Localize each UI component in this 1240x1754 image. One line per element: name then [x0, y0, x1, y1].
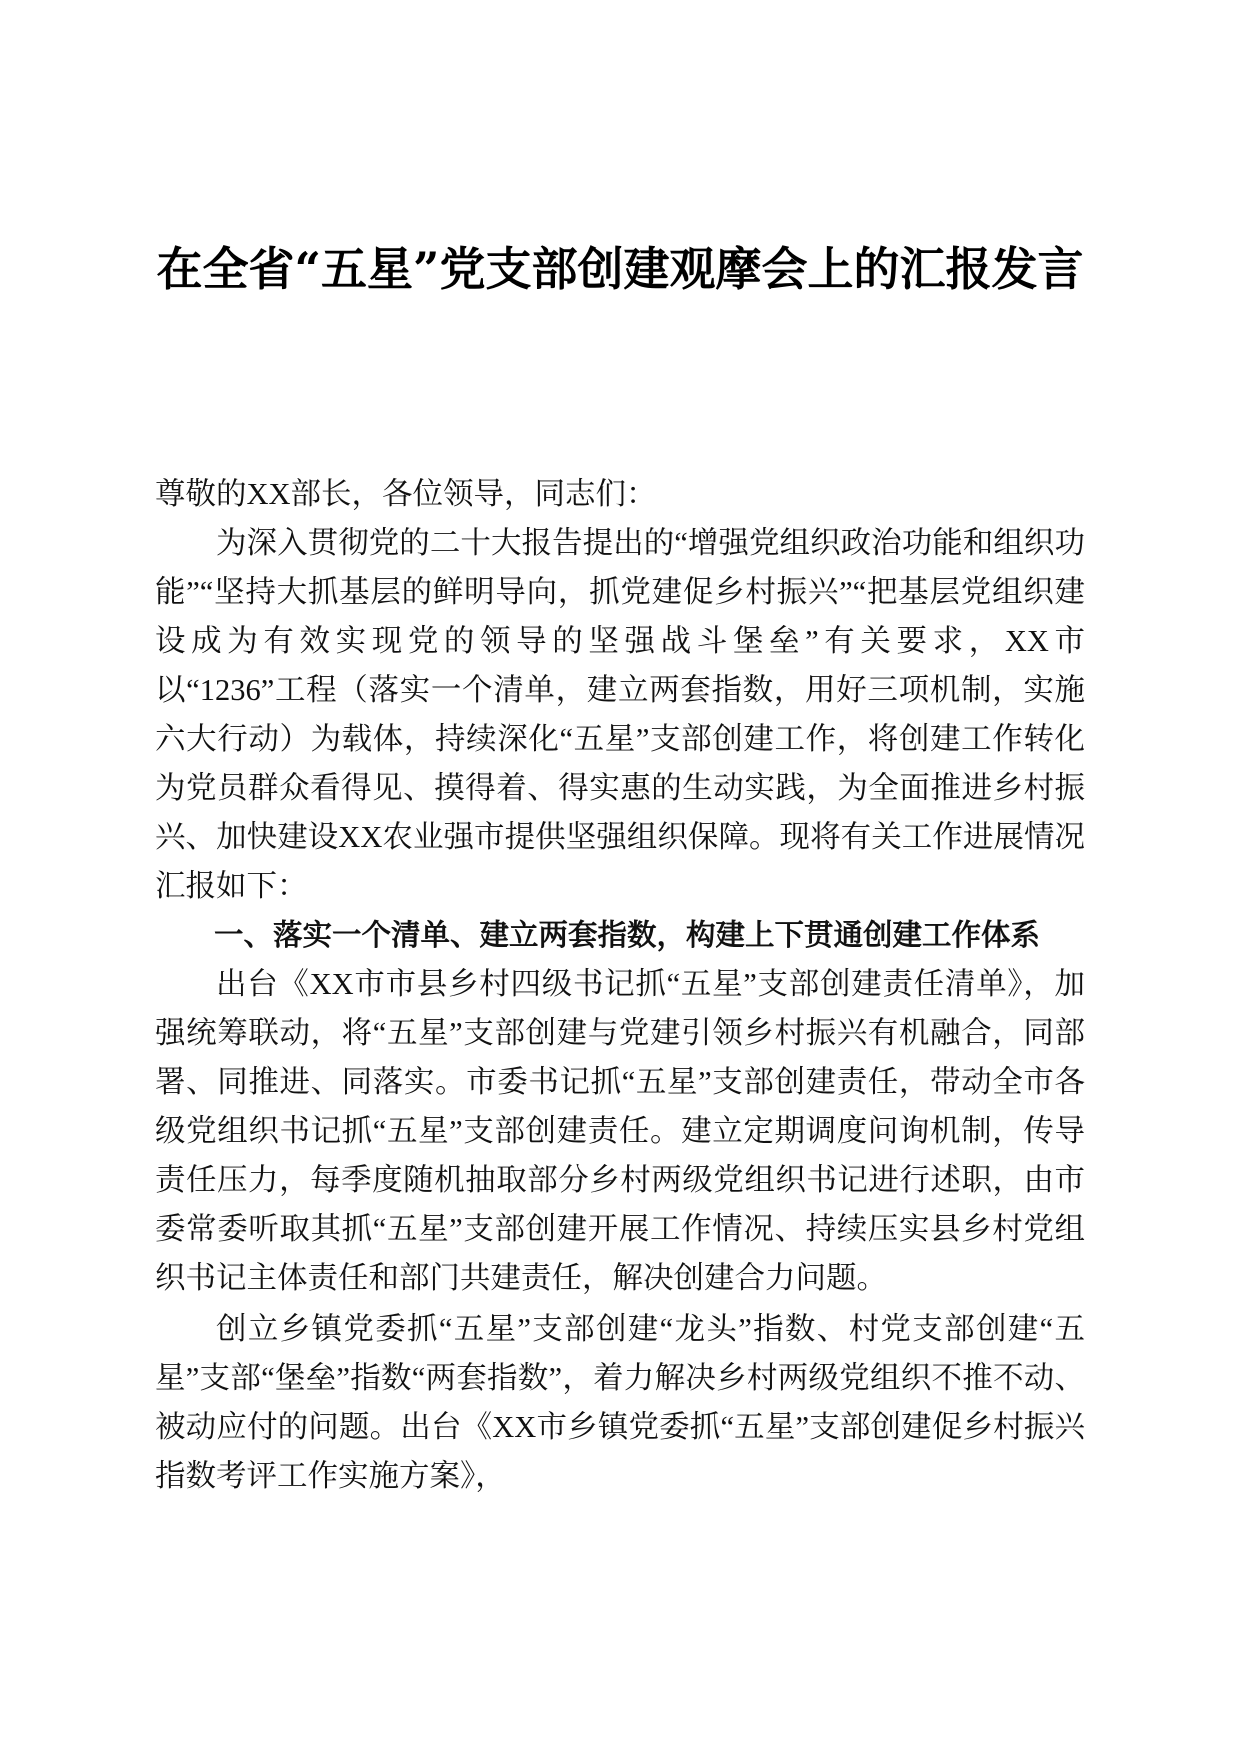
document-title: 在全省“五星”党支部创建观摩会上的汇报发言 — [156, 242, 1084, 296]
salutation: 尊敬的XX部长，各位领导，同志们： — [155, 477, 657, 511]
section1-paragraph-2: 创立乡镇党委抓“五星”支部创建“龙头”指数、村党支部创建“五星”支部“堡垒”指数“两套指数”，着力解决乡村两级党组织不推不动、被动应付的问题。出台《XX市乡镇党委抓“五星”支部创建促乡村振兴指数考评工作实施方案》， — [155, 1312, 1085, 1493]
section1-paragraph-1: 出台《XX市市县乡村四级书记抓“五星”支部创建责任清单》，加强统筹联动，将“五星”支部创建与党建引领乡村振兴有机融合，同部署、同推进、同落实。市委书记抓“五星”支部创建责任，带动全市各级党组织书记抓“五星”支部创建责任。建立定期调度问询机制，传导责任压力，每季度随机抽取部分乡村两级党组织书记进行述职，由市委常委听取其抓“五星”支部创建开展工作情况、持续压实县乡村党组织书记主体责任和部门共建责任，解决创建合力问题。 — [155, 967, 1085, 1295]
document-body — [155, 470, 1085, 1501]
intro-paragraph: 为深入贯彻党的二十大报告提出的“增强党组织政治功能和组织功能”“坚持大抓基层的鲜明导向，抓党建促乡村振兴”“把基层党组织建设成为有效实现党的领导的坚强战斗堡垒”有关要求，XX市以“1236”工程（落实一个清单，建立两套指数，用好三项机制，实施六大行动）为载体，持续深化“五星”支部创建工作，将创建工作转化为党员群众看得见、摸得着、得实惠的生动实践，为全面推进乡村振兴、加快建设XX农业强市提供坚强组织保障。现将有关工作进展情况汇报如下： — [155, 526, 1085, 903]
section-heading-1: 一、落实一个清单、建立两套指数，构建上下贯通创建工作体系 — [214, 918, 1041, 952]
